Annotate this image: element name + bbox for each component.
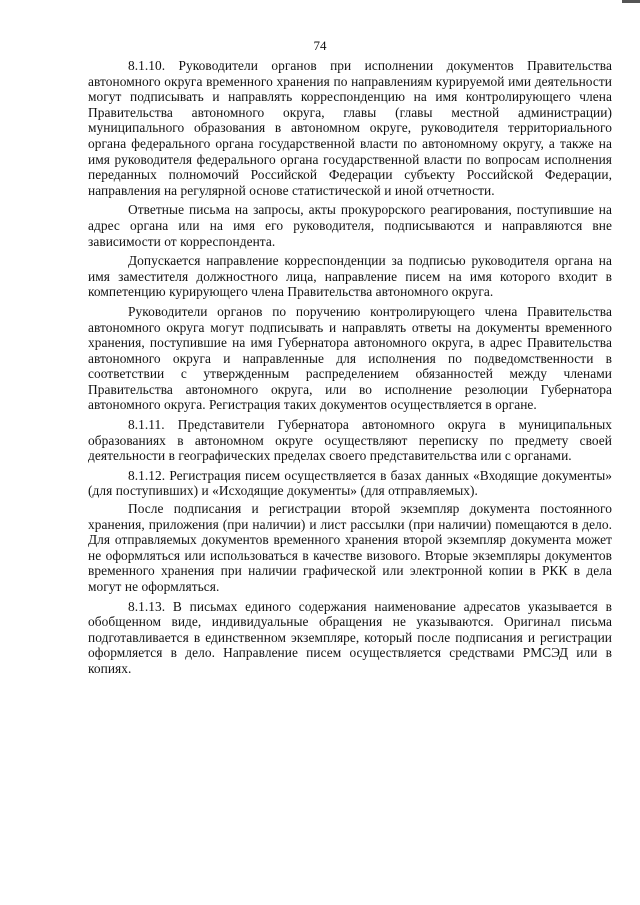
- paragraph-correspondence-allowed: Допускается направление корреспонденции за подписью руководителя органа на имя заместителя должностного лица, направление писем на имя которого входит в компетенцию курирующего члена Правительства автономного округа.: [88, 253, 612, 300]
- paragraph-8-1-13: 8.1.13. В письмах единого содержания наименование адресатов указывается в обобщенном виде, индивидуальные обращения не указываются. Оригинал письма подготавливается в единственном экземпляре, который после подписания и регистрации оформляется в дело. Направление писем осуществляется средствами РМСЭД или в копиях.: [88, 598, 612, 676]
- paragraph-after-signing: После подписания и регистрации второй экземпляр документа постоянного хранения, приложения (при наличии) и лист рассылки (при наличии) помещаются в дело. Для отправляемых документов временного хранения второй экземпляр документа может не оформляться или использоваться в качестве визового. Вторые экземпляры документов временного хранения при наличии графической или электронной копии в РКК в дела могут не оформляться.: [88, 501, 612, 594]
- paragraph-heads-of-bodies: Руководители органов по поручению контролирующего члена Правительства автономного округа могут подписывать и направлять ответы на документы временного хранения, поступившие на имя Губернатора автономного округа, в адрес Правительства автономного округа и направленные для исполнения по подведомственности в соответствии с утвержденным распределением обязанностей между членами Правительства автономного округа, или во исполнение резолюции Губернатора автономного округа. Регистрация таких документов осуществляется в органе.: [88, 303, 612, 413]
- paragraph-response-letters: Ответные письма на запросы, акты прокурорского реагирования, поступившие на адрес органа или на имя его руководителя, подписываются и направляются вне зависимости от корреспондента.: [88, 202, 612, 249]
- page-number: 74: [313, 38, 327, 53]
- document-body: [88, 58, 612, 681]
- paragraph-8-1-12: 8.1.12. Регистрация писем осуществляется в базах данных «Входящие документы» (для поступивших) и «Исходящие документы» (для отправляемых).: [88, 467, 612, 499]
- paragraph-8-1-11: 8.1.11. Представители Губернатора автономного округа в муниципальных образованиях в автономном округе осуществляют переписку по предмету своей деятельности в географических пределах своего представительства или с органами.: [88, 417, 612, 464]
- scan-corner-mark: [622, 0, 640, 3]
- paragraph-8-1-10: 8.1.10. Руководители органов при исполнении документов Правительства автономного округа временного хранения по направлениям курируемой ими деятельности могут подписывать и направлять корреспонденцию на имя контролирующего члена Правительства автономного округа, главы (главы местной администрации) муниципального образования в автономном округе, руководителя территориального органа федерального органа государственной власти по автономному округу, а также на имя руководителя федерального органа государственной власти по вопросам исполнения переданных полномочий Российской Федерации субъекту Российской Федерации, направления на регулярной основе статистической и иной отчетности.: [88, 58, 612, 198]
